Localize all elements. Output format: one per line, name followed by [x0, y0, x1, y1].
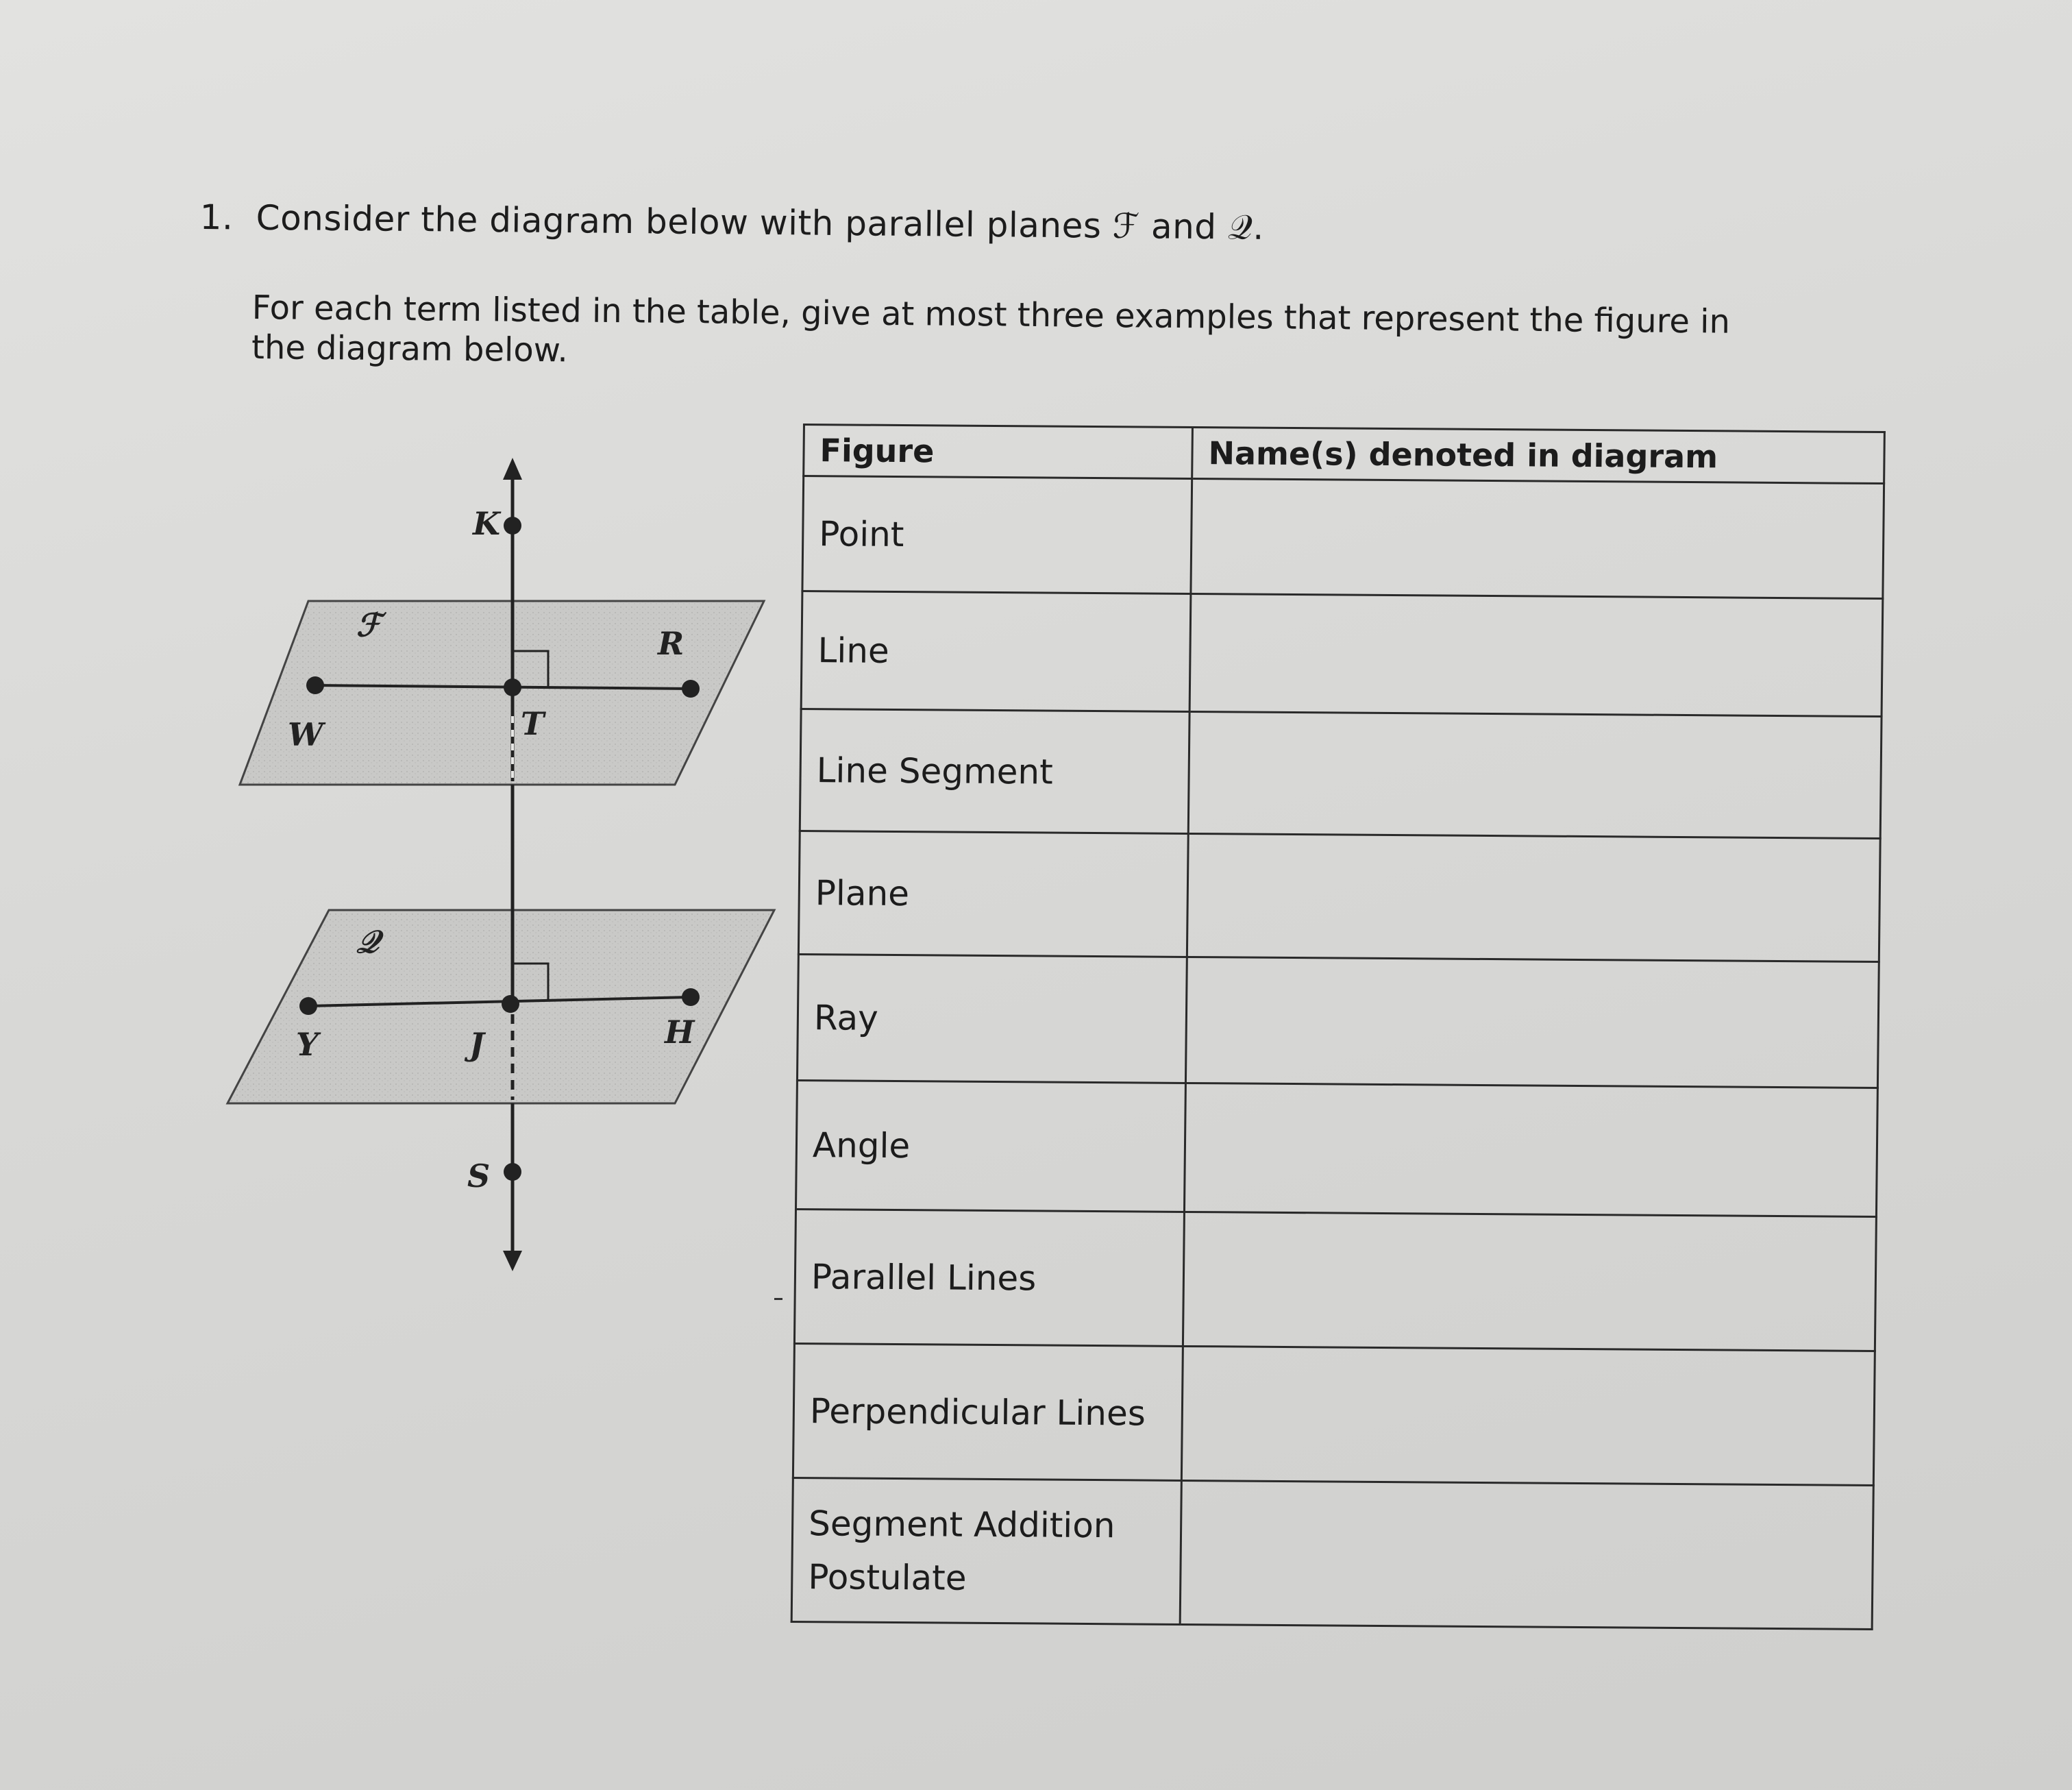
- figure-cell: Line: [801, 591, 1191, 712]
- point-label-h: H: [665, 1014, 695, 1051]
- table-row: [800, 709, 1882, 839]
- point-t-dot: [504, 678, 521, 696]
- question-heading: [199, 197, 1264, 248]
- names-cell[interactable]: [1188, 711, 1882, 838]
- table-header-row: [804, 425, 1885, 484]
- header-figure: Figure: [804, 425, 1193, 479]
- figure-cell: Line Segment: [800, 709, 1189, 834]
- arrowhead-down: [503, 1251, 522, 1271]
- figure-cell: Parallel Lines: [794, 1209, 1184, 1346]
- table-row: [802, 476, 1884, 599]
- figure-cell: Segment Addition Postulate: [791, 1478, 1181, 1624]
- table-row: [801, 591, 1883, 717]
- names-cell[interactable]: [1181, 1346, 1875, 1485]
- point-j-dot: [502, 995, 519, 1013]
- table-row: [796, 1080, 1877, 1216]
- arrowhead-up: [503, 458, 522, 480]
- table-row: [798, 831, 1880, 961]
- names-cell[interactable]: [1180, 1480, 1873, 1629]
- figure-cell: Angle: [796, 1080, 1185, 1212]
- geometry-diagram: [219, 452, 809, 1288]
- table-row: [797, 954, 1879, 1088]
- stray-mark: [774, 1298, 782, 1300]
- table-row: [793, 1343, 1875, 1485]
- table-row: [791, 1478, 1873, 1629]
- names-cell[interactable]: [1187, 833, 1880, 961]
- point-r-dot: [682, 680, 700, 698]
- names-cell[interactable]: [1191, 478, 1884, 598]
- point-w-dot: [306, 676, 324, 694]
- point-label-j: J: [469, 1026, 484, 1063]
- point-k-dot: [504, 517, 521, 535]
- question-instructions: For each term listed in the table, give at most three examples that represent the figure in the diagram below.: [251, 288, 1731, 370]
- point-y-dot: [299, 997, 317, 1015]
- point-label-k: K: [473, 505, 500, 542]
- figure-cell: Ray: [797, 954, 1187, 1083]
- terms-table: [791, 424, 1886, 1630]
- plane-label-f: ℱ: [356, 606, 382, 643]
- point-label-r: R: [658, 625, 684, 662]
- table-row: [794, 1209, 1876, 1351]
- figure-cell: Plane: [798, 831, 1188, 957]
- point-label-w: W: [288, 716, 323, 753]
- question-text: Consider the diagram below with parallel planes ℱ and 𝒬.: [256, 197, 1265, 247]
- terms-table-wrapper: [791, 424, 1886, 1630]
- names-cell[interactable]: [1189, 593, 1883, 716]
- question-number: 1.: [199, 197, 234, 238]
- names-cell[interactable]: [1184, 1083, 1877, 1216]
- plane-label-q: 𝒬: [356, 923, 380, 960]
- point-label-t: T: [521, 705, 545, 742]
- figure-cell: Perpendicular Lines: [793, 1343, 1183, 1480]
- point-label-y: Y: [296, 1026, 319, 1063]
- names-cell[interactable]: [1185, 957, 1879, 1088]
- header-names: Name(s) denoted in diagram: [1192, 427, 1885, 483]
- names-cell[interactable]: [1183, 1212, 1876, 1351]
- figure-cell: Point: [802, 476, 1192, 594]
- point-s-dot: [504, 1163, 521, 1181]
- point-h-dot: [682, 988, 700, 1006]
- point-label-s: S: [467, 1157, 491, 1194]
